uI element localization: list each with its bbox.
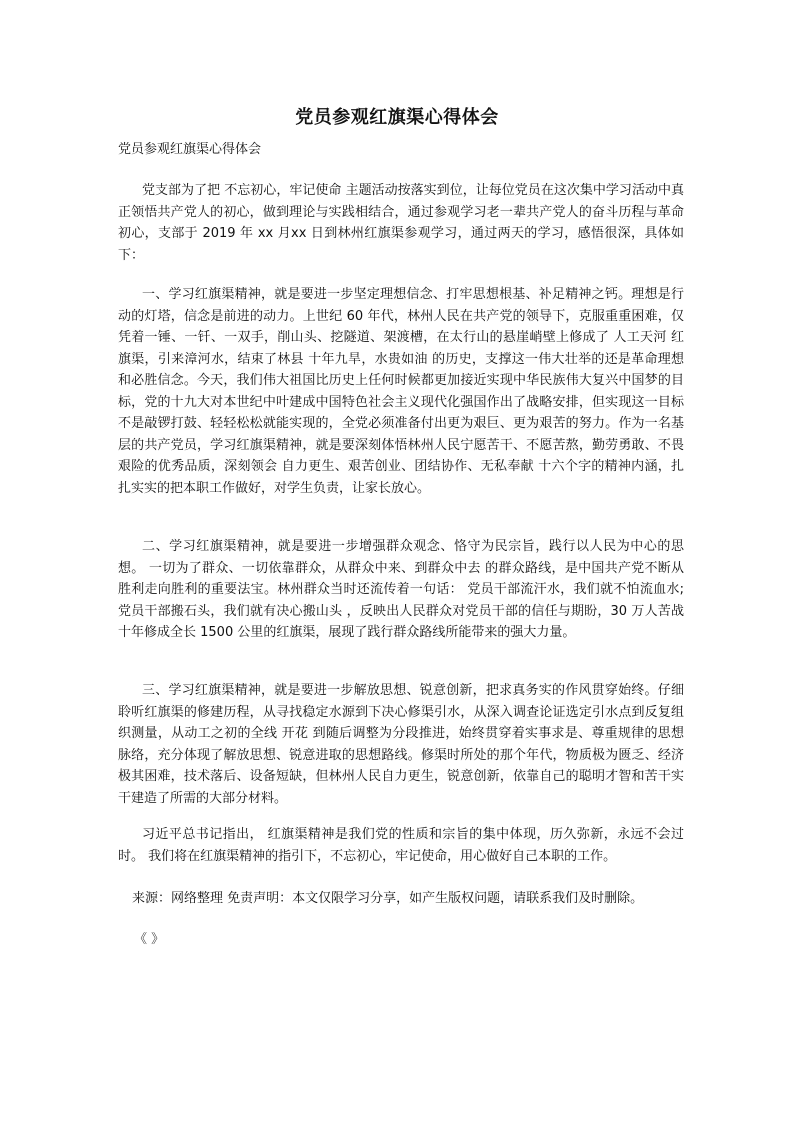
document-title: 党员参观红旗渠心得体会 — [295, 107, 499, 128]
paragraph-section-one: 一、学习红旗渠精神，就是要进一步坚定理想信念、打牢思想根基、补足精神之钙。理想是行动的灯塔，信念是前进的动力。上世纪 60 年代，林州人民在共产党的领导下，克服重重困难，仅凭着一锤、一钎、一双手，削山头、挖隧道、架渡槽，在太行山的悬崖峭壁上修成了 人工天河 红旗渠，引来漳河水，结束了林县 十年九旱，水贵如油 的历史，支撑这一伟大壮举的还是革命理想和必胜信念。今天，我们伟大祖国比历史上任何时候都更加接近实现中华民族伟大复兴中国梦的目标，党的十九大对本世纪中叶建成中国特色社会主义现代化强国作出了战略安排，但实现这一目标不是敲锣打鼓、轻轻松松就能实现的，全党必须准备付出更为艰巨、更为艰苦的努力。作为一名基层的共产党员，学习红旗渠精神，就是要深刻体悟林州人民宁愿苦干、不愿苦熬，勤劳勇敢、不畏艰险的优秀品质，深刻领会 自力更生、艰苦创业、团结协作、无私奉献 十六个字的精神内涵，扎扎实实的把本职工作做好，对学生负责，让家长放心。 — [118, 287, 684, 496]
paragraph-section-two: 二、学习红旗渠精神，就是要进一步增强群众观念、恪守为民宗旨，践行以人民为中心的思想。 一切为了群众、一切依靠群众，从群众中来、到群众中去 的群众路线，是中国共产党不断从胜利走向胜利的重要法宝。林州群众当时还流传着一句话： 党员干部流汗水，我们就不怕流血水;党员干部搬石头，我们就有决心搬山头 ，反映出人民群众对党员干部的信任与期盼，30 万人苦战十年修成全长 1500 公里的红旗渠，展现了践行群众路线所能带来的强大力量。 — [118, 539, 684, 640]
paragraph-intro: 党支部为了把 不忘初心，牢记使命 主题活动按落实到位，让每位党员在这次集中学习活动中真正领悟共产党人的初心，做到理论与实践相结合，通过参观学习老一辈共产党人的奋斗历程与革命初心，支部于 2019 年 xx 月xx 日到林州红旗渠参观学习，通过两天的学习，感悟很深，具体如下： — [118, 183, 684, 263]
page-nav-arrows[interactable]: 《 》 — [134, 932, 165, 947]
paragraph-section-three: 三、学习红旗渠精神，就是要进一步解放思想、锐意创新，把求真务实的作风贯穿始终。仔细聆听红旗渠的修建历程，从寻找稳定水源到下决心修渠引水，从深入调查论证选定引水点到反复组织测量，从动工之初的全线 开花 到随后调整为分段推进，始终贯穿着实事求是、尊重规律的思想脉络，充分体现了解放思想、锐意进取的思想路线。修渠时所处的那个年代，物质极为匮乏、经济极其困难，技术落后、设备短缺，但林州人民自力更生，锐意创新，依靠自己的聪明才智和苦干实干建造了所需的大部分材料。 — [118, 683, 684, 806]
source-disclaimer: 来源：网络整理 免责声明：本文仅限学习分享，如产生版权问题，请联系我们及时删除。 — [132, 891, 644, 906]
paragraph-closing: 习近平总书记指出， 红旗渠精神是我们党的性质和宗旨的集中体现，历久弥新，永远不会过时。 我们将在红旗渠精神的指引下，不忘初心，牢记使命，用心做好自己本职的工作。 — [118, 827, 684, 864]
document-subtitle: 党员参观红旗渠心得体会 — [118, 142, 262, 157]
